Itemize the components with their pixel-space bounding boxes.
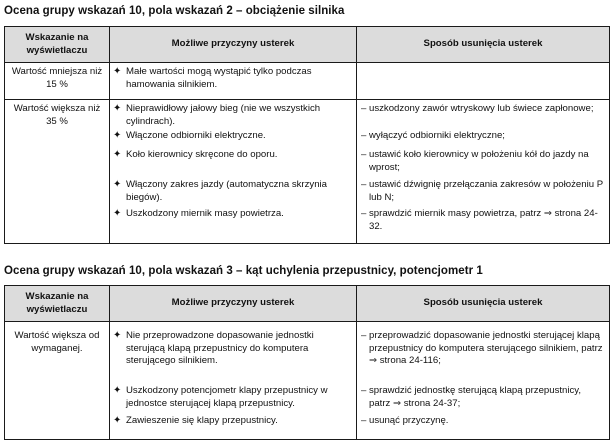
fix-text: ustawić dźwignię przełączania zakresów w położeniu P lub N;: [369, 179, 603, 203]
cause-item: [110, 66, 352, 91]
indication-cell: [5, 63, 110, 100]
dash-marker: –: [361, 149, 367, 160]
cause-text: Zawieszenie się klapy przepustnicy.: [126, 415, 278, 426]
header-indication: Wskazanie na wyświetlaczu: [5, 286, 110, 322]
cause-item: [110, 330, 352, 385]
indication-cell: [5, 100, 110, 244]
fix-item: [357, 385, 609, 415]
fixes-cell: [357, 322, 610, 440]
cause-text: Uszkodzony miernik masy powietrza.: [126, 208, 284, 219]
causes-cell: [110, 322, 357, 440]
table-header-row: [5, 286, 610, 322]
cause-text: Nieprawidłowy jałowy bieg (nie we wszystkich cylindrach).: [126, 103, 321, 127]
dash-marker: –: [361, 179, 367, 190]
diamond-arrow-icon: ✦: [113, 179, 122, 190]
cause-text: Włączone odbiorniki elektryczne.: [126, 130, 266, 141]
fix-item: [357, 415, 609, 428]
cause-item: [110, 385, 352, 415]
section-2-title: Ocena grupy wskazań 10, pola wskazań 3 – kąt uchylenia przepustnicy, potencjometr 1: [4, 265, 483, 277]
diamond-arrow-icon: ✦: [113, 330, 122, 341]
cause-item: [110, 103, 352, 130]
header-causes: Możliwe przyczyny usterek: [110, 286, 357, 322]
cause-item: [110, 208, 352, 221]
fix-item: [357, 149, 609, 179]
causes-cell: [110, 63, 357, 100]
header-causes: Możliwe przyczyny usterek: [110, 27, 357, 63]
header-fixes: Sposób usunięcia usterek: [357, 286, 610, 322]
cause-text: Koło kierownicy skręcone do oporu.: [126, 149, 278, 160]
fixes-cell: [357, 100, 610, 244]
cause-item: [110, 130, 352, 149]
indication-text: Wartość mniejsza niż 15 %: [11, 66, 103, 90]
fixes-cell: [357, 63, 610, 100]
cause-item: [110, 179, 352, 208]
fix-text: ustawić koło kierownicy w położeniu kół do jazdy na wprost;: [369, 149, 589, 173]
diagnosis-table-2: [4, 285, 610, 440]
table-row: [5, 100, 610, 244]
indication-text: Wartość większa niż 35 %: [13, 103, 101, 127]
cause-text: Małe wartości mogą wystąpić tylko podczas hamowania silnikiem.: [126, 66, 312, 90]
indication-cell: [5, 322, 110, 440]
cause-text: Nie przeprowadzone dopasowanie jednostki sterującą klapą przepustnicy do komputera sterującego silnikiem.: [126, 330, 314, 366]
dash-marker: –: [361, 415, 367, 426]
dash-marker: –: [361, 130, 367, 141]
indication-text: Wartość większa od wymaganej.: [14, 330, 100, 354]
cause-item: [110, 415, 352, 428]
diamond-arrow-icon: ✦: [113, 385, 122, 396]
fix-text: usunąć przyczynę.: [369, 415, 449, 426]
fix-text: sprawdzić miernik masy powietrza, patrz ⇒ strona 24-32.: [369, 208, 598, 232]
fix-item: [357, 208, 609, 233]
fix-item: [357, 103, 609, 130]
table-row: [5, 322, 610, 440]
table-row: [5, 63, 610, 100]
cause-text: Uszkodzony potencjometr klapy przepustnicy w jednostce sterującej klapą przepustnicy.: [126, 385, 328, 409]
fix-item: [357, 130, 609, 149]
header-indication: Wskazanie na wyświetlaczu: [5, 27, 110, 63]
diamond-arrow-icon: ✦: [113, 208, 122, 219]
fix-item: [357, 179, 609, 208]
fix-text: przeprowadzić dopasowanie jednostki sterującej klapą przepustnicy do komputera sterującego silnikiem, patrz ⇒ strona 24-116;: [369, 330, 603, 366]
diamond-arrow-icon: ✦: [113, 103, 122, 114]
fix-item: [357, 330, 609, 385]
diamond-arrow-icon: ✦: [113, 130, 122, 141]
section-1-title: Ocena grupy wskazań 10, pola wskazań 2 – obciążenie silnika: [4, 5, 345, 17]
diamond-arrow-icon: ✦: [113, 415, 122, 426]
fix-text: uszkodzony zawór wtryskowy lub świece zapłonowe;: [369, 103, 594, 114]
dash-marker: –: [361, 385, 367, 396]
dash-marker: –: [361, 330, 367, 341]
dash-marker: –: [361, 208, 367, 219]
diamond-arrow-icon: ✦: [113, 149, 122, 160]
causes-cell: [110, 100, 357, 244]
cause-text: Włączony zakres jazdy (automatyczna skrzynia biegów).: [126, 179, 328, 203]
dash-marker: –: [361, 103, 367, 114]
header-fixes: Sposób usunięcia usterek: [357, 27, 610, 63]
cause-item: [110, 149, 352, 179]
diamond-arrow-icon: ✦: [113, 66, 122, 77]
fix-text: sprawdzić jednostkę sterującą klapą przepustnicy, patrz ⇒ strona 24-37;: [369, 385, 582, 409]
table-header-row: [5, 27, 610, 63]
fix-text: wyłączyć odbiorniki elektryczne;: [369, 130, 505, 141]
diagnosis-table-1: [4, 26, 610, 244]
